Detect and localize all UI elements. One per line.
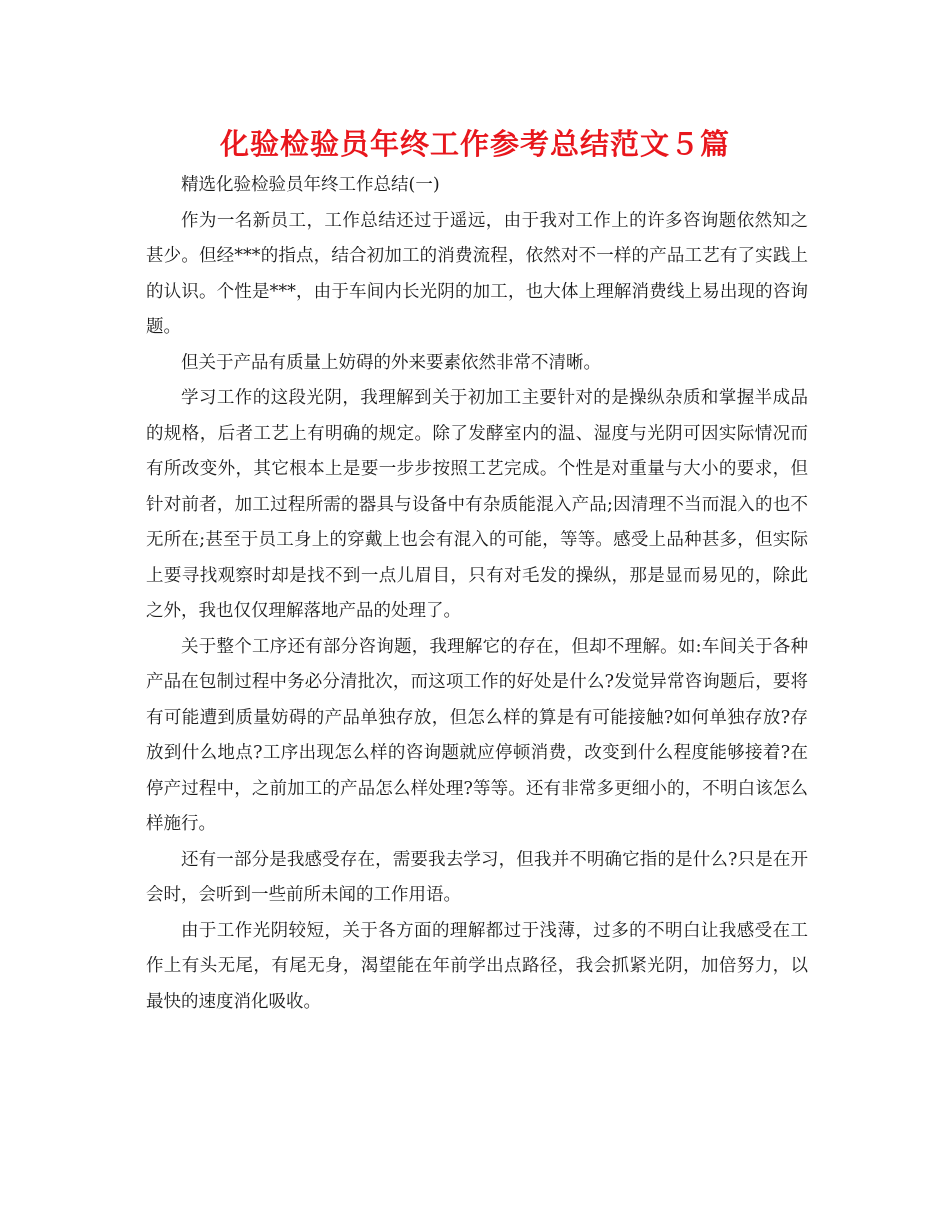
- paragraph: 还有一部分是我感受存在，需要我去学习，但我并不明确它指的是什么?只是在开会时，会听到一些前所未闻的工作用语。: [146, 849, 808, 905]
- paragraph: 作为一名新员工，工作总结还过于遥远，由于我对工作上的许多咨询题依然知之甚少。但经***的指点，结合初加工的消费流程，依然对不一样的产品工艺有了实践上的认识。个性是***，由于车间内长光阴的加工，也大体上理解消费线上易出现的咨询题。: [146, 210, 808, 337]
- document-title: 化验检验员年终工作参考总结范文５篇: [219, 127, 730, 161]
- paragraph: 关于整个工序还有部分咨询题，我理解它的存在，但却不理解。如:车间关于各种产品在包制过程中务必分清批次，而这项工作的好处是什么?发觉异常咨询题后，要将有可能遭到质量妨碍的产品单独存放，但怎么样的算是有可能接触?如何单独存放?存放到什么地点?工序出现怎么样的咨询题就应停顿消费，改变到什么程度能够接着?在停产过程中，之前加工的产品怎么样处理?等等。还有非常多更细小的，不明白该怎么样施行。: [146, 636, 808, 834]
- section-heading: 精选化验检验员年终工作总结(一): [181, 175, 440, 195]
- paragraph: 学习工作的这段光阴，我理解到关于初加工主要针对的是操纵杂质和掌握半成品的规格，后者工艺上有明确的规定。除了发酵室内的温、湿度与光阴可因实际情况而有所改变外，其它根本上是要一步步按照工艺完成。个性是对重量与大小的要求，但针对前者，加工过程所需的器具与设备中有杂质能混入产品;因清理不当而混入的也不无所在;甚至于员工身上的穿戴上也会有混入的可能，等等。感受上品种甚多，但实际上要寻找观察时却是找不到一点儿眉目，只有对毛发的操纵，那是显而易见的，除此之外，我也仅仅理解落地产品的处理了。: [146, 388, 808, 621]
- document-body: [146, 168, 808, 1020]
- paragraph: 由于工作光阴较短，关于各方面的理解都过于浅薄，过多的不明白让我感受在工作上有头无尾，有尾无身，渴望能在年前学出点路径，我会抓紧光阴，加倍努力，以最快的速度消化吸收。: [146, 920, 808, 1012]
- paragraph: 但关于产品有质量上妨碍的外来要素依然非常不清晰。: [181, 352, 601, 373]
